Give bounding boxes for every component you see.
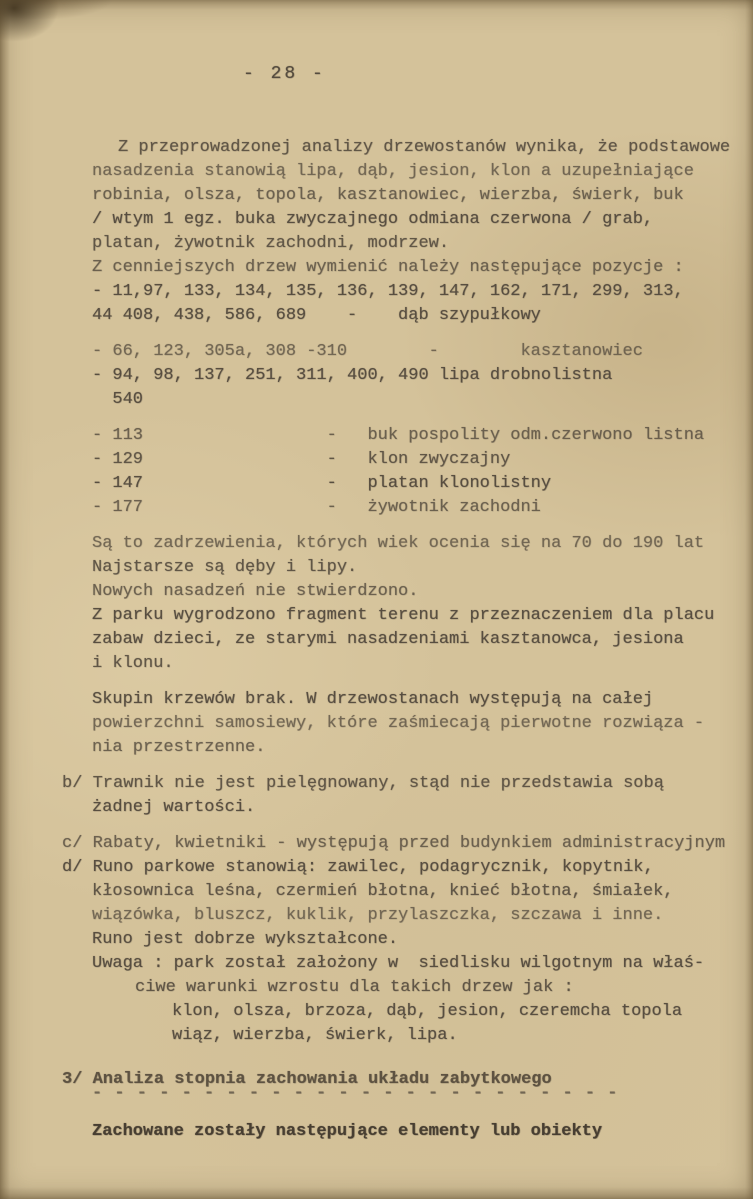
- text-line: Z cenniejszych drzew wymienić należy następujące pozycje :: [92, 258, 684, 277]
- text-line: wiązówka, bluszcz, kuklik, przylaszczka, szczawa i inne.: [92, 906, 664, 925]
- text-line: Skupin krzewów brak. W drzewostanach występują na całej: [92, 690, 654, 709]
- text-line: Nowych nasadzeń nie stwierdzono.: [92, 582, 419, 601]
- text-line: - 66, 123, 305a, 308 -310 - kasztanowiec: [92, 342, 643, 361]
- text-line: ciwe warunki wzrostu dla takich drzew jak :: [135, 978, 574, 997]
- text-line: Najstarsze są dęby i lipy.: [92, 558, 358, 577]
- text-line: zabaw dzieci, ze starymi nasadzeniami kasztanowca, jesiona: [92, 630, 684, 649]
- text-line: nia przestrzenne.: [92, 738, 266, 757]
- text-line: - 147 - platan klonolistny: [92, 474, 552, 493]
- text-line: Są to zadrzewienia, których wiek ocenia się na 70 do 190 lat: [92, 534, 705, 553]
- text-line: robinia, olsza, topola, kasztanowiec, wierzba, świerk, buk: [92, 186, 684, 205]
- text-line: - 129 - klon zwyczajny: [92, 450, 511, 469]
- text-line: - 94, 98, 137, 251, 311, 400, 490 lipa drobnolistna: [92, 366, 613, 385]
- text-line: Z parku wygrodzono fragment terenu z przeznaczeniem dla placu: [92, 606, 715, 625]
- text-line: Uwaga : park został założony w siedlisku wilgotnym na właś-: [92, 954, 705, 973]
- text-line: - 177 - żywotnik zachodni: [92, 498, 541, 517]
- text-line: / wtym 1 egz. buka zwyczajnego odmiana czerwona / grab,: [92, 210, 654, 229]
- page-number: - 28 -: [243, 64, 326, 84]
- section-heading: 3/ Analiza stopnia zachowania układu zabytkowego: [62, 1070, 552, 1089]
- underline-dashes: - - - - - - - - - - - - - - - - - - - - - - - -: [92, 1084, 619, 1103]
- text-line: - 113 - buk pospolity odm.czerwono listna: [92, 426, 705, 445]
- text-line: Z przeprowadzonej analizy drzewostanów wynika, że podstawowe: [118, 138, 731, 157]
- text-line: powierzchni samosiewy, które zaśmiecają pierwotne rozwiąza -: [92, 714, 705, 733]
- text-line: Zachowane zostały następujące elementy lub obiekty: [92, 1122, 603, 1141]
- text-line: klon, olsza, brzoza, dąb, jesion, czeremcha topola: [172, 1002, 683, 1021]
- text-line: c/ Rabaty, kwietniki - występują przed budynkiem administracyjnym: [62, 834, 726, 853]
- document-body: [0, 128, 753, 1144]
- text-line: - 11,97, 133, 134, 135, 136, 139, 147, 162, 171, 299, 313,: [92, 282, 684, 301]
- text-line: d/ Runo parkowe stanowią: zawilec, podagrycznik, kopytnik,: [62, 858, 654, 877]
- text-line: żadnej wartości.: [92, 798, 256, 817]
- text-line: wiąz, wierzba, świerk, lipa.: [172, 1026, 458, 1045]
- text-line: 540: [92, 390, 144, 409]
- text-line: i klonu.: [92, 654, 174, 673]
- text-line: Runo jest dobrze wykształcone.: [92, 930, 399, 949]
- text-line: b/ Trawnik nie jest pielęgnowany, stąd nie przedstawia sobą: [62, 774, 664, 793]
- text-line: platan, żywotnik zachodni, modrzew.: [92, 234, 450, 253]
- text-line: kłosownica leśna, czermień błotna, knieć błotna, śmiałek,: [92, 882, 674, 901]
- text-line: nasadzenia stanowią lipa, dąb, jesion, klon a uzupełniające: [92, 162, 694, 181]
- text-line: 44 408, 438, 586, 689 - dąb szypułkowy: [92, 306, 541, 325]
